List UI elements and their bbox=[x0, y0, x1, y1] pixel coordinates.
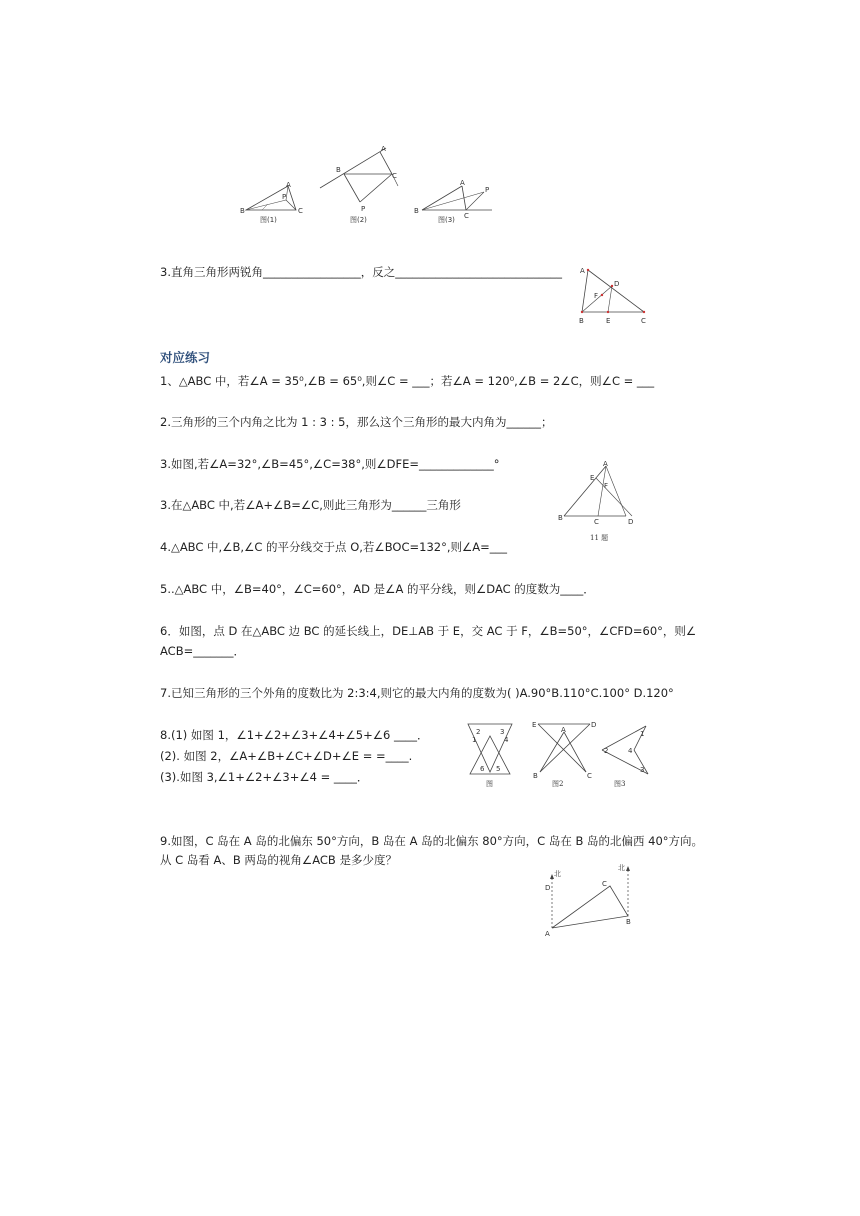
figure-8-2 bbox=[530, 716, 600, 792]
fig3-label-c: C bbox=[464, 212, 469, 220]
exercise-1: 1、△ABC 中，若∠A = 35⁰,∠B = 65⁰,则∠C = ___；若∠A = 120⁰,∠B = 2∠C，则∠C = ___ bbox=[160, 374, 655, 388]
fig8-3-angle-1: 1 bbox=[640, 730, 645, 738]
q3-fig-label-e: E bbox=[606, 317, 611, 325]
fig1-caption: 图(1) bbox=[260, 216, 277, 224]
fig8-3-angle-3: 3 bbox=[640, 766, 645, 774]
exercise-9-line1: 9.如图，C 岛在 A 岛的北偏东 50°方向，B 岛在 A 岛的北偏东 80°方向，C 岛在 B 岛的北偏西 40°方向。 bbox=[160, 834, 704, 848]
exercise-8-part2: (2). 如图 2，∠A+∠B+∠C+∠D+∠E = =____. bbox=[160, 749, 413, 763]
fig1-label-b: B bbox=[240, 207, 245, 215]
fig8-2-label-b: B bbox=[533, 772, 538, 780]
figure-8-3 bbox=[598, 720, 654, 792]
fig11-label-c: C bbox=[594, 518, 599, 526]
fig8-2-caption: 图2 bbox=[552, 780, 564, 788]
fig9-label-c: C bbox=[602, 880, 607, 888]
top-figure-3 bbox=[412, 178, 496, 226]
q3-fig-label-a: A bbox=[580, 267, 585, 275]
exercise-2: 2.三角形的三个内角之比为 1 : 3 : 5，那么这个三角形的最大内角为______； bbox=[160, 415, 553, 429]
exercise-6-line2: ACB=_______． bbox=[160, 644, 245, 658]
fig2-label-c: C bbox=[392, 172, 397, 180]
exercise-6-line1: 6．如图，点 D 在△ABC 边 BC 的延长线上，DE⊥AB 于 E，交 AC 于 F，∠B=50°，∠CFD=60°，则∠ bbox=[160, 624, 697, 638]
exercise-5: 5..△ABC 中，∠B=40°，∠C=60°，AD 是∠A 的平分线，则∠DAC 的度数为____． bbox=[160, 582, 595, 596]
fig2-caption: 图(2) bbox=[350, 216, 367, 224]
fig3-label-b: B bbox=[414, 207, 419, 215]
fig11-caption: 11 题 bbox=[590, 534, 609, 542]
exercise-8-part1: 8.(1) 如图 1，∠1+∠2+∠3+∠4+∠5+∠6 ____． bbox=[160, 728, 429, 742]
fig8-2-label-a: A bbox=[561, 726, 566, 734]
exercise-8-part3: (3).如图 3,∠1+∠2+∠3+∠4 = ____． bbox=[160, 770, 369, 784]
fig11-label-f: F bbox=[604, 482, 609, 490]
figure-9 bbox=[540, 860, 640, 940]
fig8-1-angle-6: 6 bbox=[480, 765, 485, 773]
fig8-3-angle-4: 4 bbox=[628, 747, 633, 755]
section-heading: 对应练习 bbox=[160, 350, 211, 365]
q3-fig-label-f: F bbox=[594, 292, 599, 300]
q3-fig-label-b: B bbox=[579, 317, 584, 325]
fig8-1-angle-2: 2 bbox=[476, 728, 481, 736]
q3-right-triangle-text: 3.直角三角形两锐角_________________，反之_____________________________ bbox=[160, 265, 562, 279]
fig8-3-angle-2: 2 bbox=[604, 747, 609, 755]
figure-11 bbox=[556, 460, 640, 544]
fig8-2-label-e: E bbox=[532, 721, 537, 729]
fig2-label-a: A bbox=[381, 145, 386, 153]
fig8-2-label-c: C bbox=[587, 772, 592, 780]
fig1-label-c: C bbox=[298, 207, 303, 215]
fig2-label-p: P bbox=[361, 205, 366, 213]
fig1-label-p: P bbox=[282, 193, 287, 201]
fig8-1-angle-5: 5 bbox=[496, 765, 501, 773]
fig2-label-b: B bbox=[336, 166, 341, 174]
exercise-7: 7.已知三角形的三个外角的度数比为 2:3:4,则它的最大内角的度数为( )A.90°B.110°C.100° D.120° bbox=[160, 686, 674, 700]
figure-8-1 bbox=[464, 720, 522, 792]
exercise-3a: 3.如图,若∠A=32°,∠B=45°,∠C=38°,则∠DFE=_____________° bbox=[160, 457, 500, 471]
fig3-label-a: A bbox=[460, 179, 465, 187]
top-figure-1 bbox=[238, 178, 310, 226]
fig11-label-e: E bbox=[590, 474, 595, 482]
fig8-2-label-d: D bbox=[591, 721, 597, 729]
exercise-9-line2: 从 C 岛看 A、B 两岛的视角∠ACB 是多少度？ bbox=[160, 853, 397, 867]
fig11-label-b: B bbox=[558, 514, 563, 522]
fig11-label-d: D bbox=[628, 518, 634, 526]
fig9-north-right: 北 bbox=[618, 864, 625, 872]
fig8-1-angle-3: 3 bbox=[500, 728, 505, 736]
fig9-north-left: 北 bbox=[554, 870, 561, 878]
top-figure-2 bbox=[316, 144, 402, 226]
fig8-3-caption: 图3 bbox=[614, 780, 626, 788]
fig8-1-angle-4: 4 bbox=[504, 736, 509, 744]
fig8-1-caption: 图 bbox=[486, 780, 493, 788]
exercise-4: 4.△ABC 中,∠B,∠C 的平分线交于点 O,若∠BOC=132°,则∠A=___ bbox=[160, 540, 508, 554]
fig8-1-angle-1: 1 bbox=[472, 736, 477, 744]
fig9-label-b: B bbox=[626, 918, 631, 926]
fig11-label-a: A bbox=[603, 460, 608, 468]
fig1-label-a: A bbox=[286, 181, 291, 189]
q3-fig-label-c: C bbox=[641, 317, 646, 325]
fig9-label-a: A bbox=[545, 930, 550, 938]
q3-fig-label-d: D bbox=[614, 280, 620, 288]
fig3-label-p: P bbox=[485, 186, 490, 194]
q3-figure bbox=[576, 264, 656, 326]
fig9-label-d: D bbox=[545, 884, 551, 892]
fig3-caption: 图(3) bbox=[438, 216, 455, 224]
exercise-3b: 3.在△ABC 中,若∠A+∠B=∠C,则此三角形为______三角形 bbox=[160, 498, 461, 512]
